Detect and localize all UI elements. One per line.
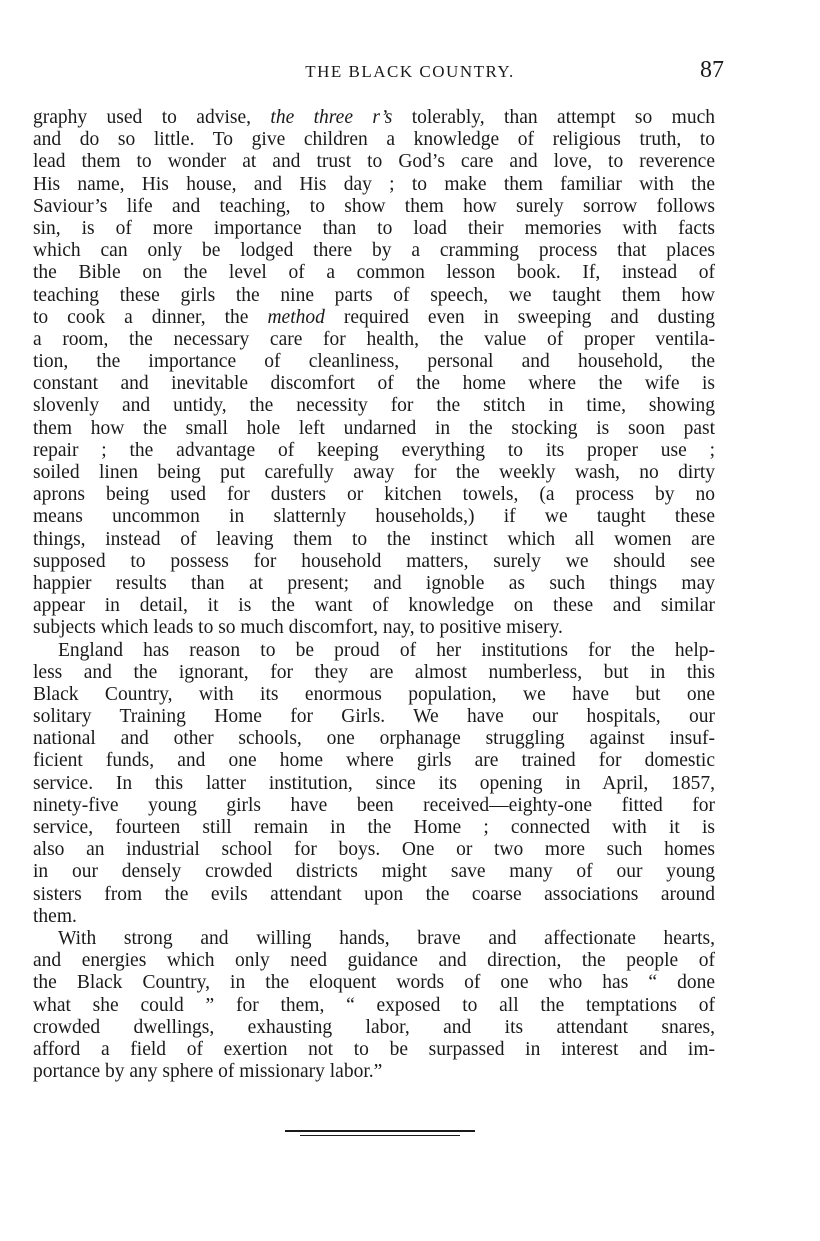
text-line: the Black Country, in the eloquent words of one who has “ done [33,972,715,994]
text-line: Black Country, with its enormous population, we have but one [33,683,715,705]
text-line: aprons being used for dusters or kitchen towels, (a process by no [33,484,715,506]
text-line: also an industrial school for boys. One or two more such homes [33,839,715,861]
text-line: portance by any sphere of missionary labor.” [33,1061,383,1083]
text-line: graphy used to advise, the three r’s tolerably, than attempt so much [33,107,715,128]
text-line: England has reason to be proud of her institutions for the help- [58,639,715,661]
text-line: happier results than at present; and ignoble as such things may [33,572,715,594]
text-line: the Bible on the level of a common lesson book. If, instead of [33,262,715,284]
text-line: With strong and willing hands, brave and affectionate hearts, [58,927,715,949]
text-line: slovenly and untidy, the necessity for the stitch in time, showing [33,395,715,417]
text-line: lead them to wonder at and trust to God’s care and love, to reverence [33,151,715,173]
end-rule [285,1130,475,1136]
text-line: in our densely crowded districts might save many of our young [33,861,715,883]
text-line: service, fourteen still remain in the Home ; connected with it is [33,817,715,838]
text-line: His name, His house, and His day ; to make them familiar with the [33,173,715,195]
text-line: afford a field of exertion not to be surpassed in interest and im- [33,1038,715,1060]
running-title: THE BLACK COUNTRY. [305,62,515,81]
text-line: crowded dwellings, exhausting labor, and its attendant snares, [33,1016,715,1038]
text-line: constant and inevitable discomfort of the home where the wife is [33,373,715,395]
paragraph [33,640,715,928]
text-line: things, instead of leaving them to the instinct which all women are [33,528,715,550]
text-line: less and the ignorant, for they are almost numberless, but in this [33,661,715,683]
paragraph [33,928,715,1083]
text-line: Saviour’s life and teaching, to show them how surely sorrow follows [33,195,715,217]
text-line: tion, the importance of cleanliness, personal and household, the [33,351,715,373]
text-line: service. In this latter institution, since its opening in April, 1857, [33,772,715,794]
text-line: appear in detail, it is the want of knowledge on these and similar [33,595,715,617]
text-line: sin, is of more importance than to load their memories with facts [33,217,715,239]
text-line: what she could ” for them, “ exposed to all the temptations of [33,994,715,1016]
text-line: soiled linen being put carefully away for the weekly wash, no dirty [33,462,715,483]
text-line: ficient funds, and one home where girls are trained for domestic [33,750,715,772]
text-line: them how the small hole left undarned in the stocking is soon past [33,417,715,439]
text-line: repair ; the advantage of keeping everything to its proper use ; [33,439,715,461]
body-text [33,107,715,1083]
text-line: sisters from the evils attendant upon the coarse associations around [33,883,715,905]
text-line: subjects which leads to so much discomfort, nay, to positive misery. [33,617,563,639]
paragraph [33,107,715,640]
text-line: which can only be lodged there by a cramming process that places [33,240,715,262]
text-line: teaching these girls the nine parts of speech, we taught them how [33,284,715,306]
text-line: to cook a dinner, the method required even in sweeping and dusting [33,306,716,328]
text-line: means uncommon in slatternly households,) if we taught these [33,506,715,528]
text-line: national and other schools, one orphanage struggling against insuf- [33,728,715,750]
text-line: a room, the necessary care for health, the value of proper ventila- [33,328,715,350]
running-head [0,57,820,90]
text-line: and energies which only need guidance and direction, the people of [33,950,715,972]
page-number: 87 [700,57,724,83]
text-line: them. [33,905,77,927]
text-line: solitary Training Home for Girls. We have our hospitals, our [33,706,715,728]
text-line: ninety-five young girls have been received—eighty-one fitted for [33,794,715,816]
text-line: supposed to possess for household matters, surely we should see [33,550,715,572]
text-line: and do so little. To give children a knowledge of religious truth, to [33,129,715,151]
